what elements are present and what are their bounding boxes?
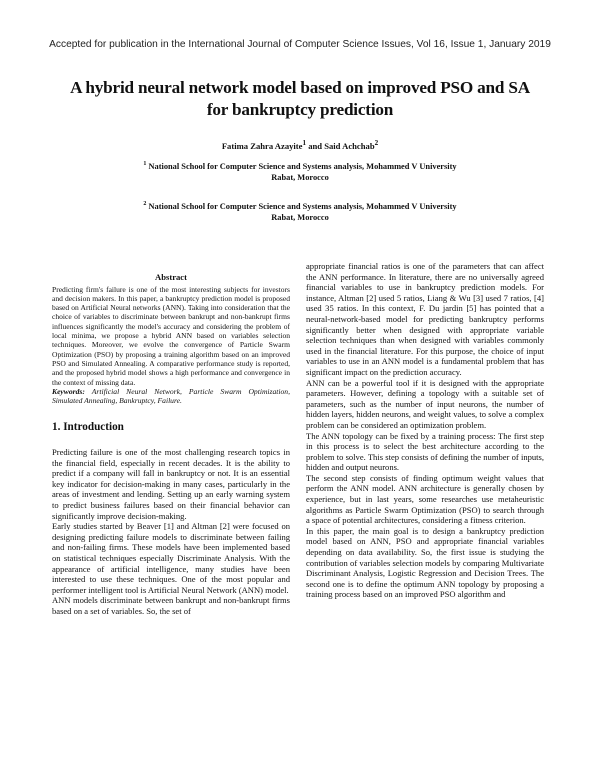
- left-column: [52, 272, 290, 617]
- affiliation-1-line-1: National School for Computer Science and Systems analysis, Mohammed V University: [146, 161, 457, 171]
- journal-header: Accepted for publication in the International Journal of Computer Science Issues, Vol 16, Issue 1, January 2019: [49, 39, 551, 50]
- author-list: [0, 139, 600, 151]
- abstract-heading: Abstract: [155, 272, 187, 282]
- intro-paragraph-1: Predicting failure is one of the most challenging research topics in the financial field, especially in recent decades. It is the ability to predict if a company will fall in bankruptcy or not. It is an essential key indicator for decision-making in many cases, particularly in the areas of investment and lending. Setting up an early warning system to predict business failures based on their financial behavior can significantly improve decision-making.: [52, 447, 290, 521]
- affiliation-2-line-1: National School for Computer Science and Systems analysis, Mohammed V University: [146, 201, 457, 211]
- right-paragraph-4: The second step consists of finding optimum weight values that perform the ANN model. ANN architecture is generally chosen by experience, but in last years, some researches use metaheuristic algorithms as Particle Swarm Optimization (PSO) to search through a space of potential architectures, considering a fitness criterion.: [306, 472, 544, 526]
- intro-paragraph-2: Early studies started by Beaver [1] and Altman [2] were focused on designing predicting failure models to discriminate between failing and non-failing firms. These models have been implemented based on statistical techniques especially Discriminate Analysis. With the appearance of artificial intelligence, many studies have been interested to use these techniques. One of the most popular and performer intelligent tool is Artificial Neural Network (ANN) model.: [52, 521, 290, 595]
- author-sup-1: 1: [302, 139, 307, 147]
- right-paragraph-1: appropriate financial ratios is one of the parameters that can affect the ANN performance. In literature, there are no universally agreed financial variables to use in bankruptcy prediction models. For instance, Altman [2] used 5 ratios, Liang & Wu [3] used 7 ratios, [4] used 35 ratios. In this context, F. Du jardin [5] has pointed that a neural-network-based model for predicting bankruptcy performs significantly better when designed with appropriate variable selection techniques than when designed with variables commonly used in the financial literature. For this purpose, the choice of input variables to use in an ANN model is a fundamental problem that has significant impact on the prediction accuracy.: [306, 261, 544, 377]
- keywords-text: Artificial Neural Network, Particle Swarm Optimization, Simulated Annealing, Bankruptcy, Failure.: [52, 386, 290, 406]
- affiliation-1: [80, 159, 520, 183]
- author-connector: and Said Achchab: [306, 140, 375, 151]
- intro-paragraph-3: ANN models discriminate between bankrupt and non-bankrupt firms based on a set of variables. So, the set of: [52, 595, 290, 616]
- author-names: Fatima Zahra Azayite: [221, 140, 303, 151]
- affiliation-2-line-2: Rabat, Morocco: [271, 212, 329, 222]
- affiliation-1-sup: 1: [143, 161, 147, 167]
- author-sup-2: 2: [374, 139, 379, 147]
- section-heading-introduction: 1. Introduction: [52, 421, 124, 434]
- title-line-2: for bankruptcy prediction: [206, 100, 394, 119]
- right-paragraph-3: The ANN topology can be fixed by a training process: The first step in this process is to select the best architecture according to the problem to solve. This step consists of defining the number of inputs, hidden and output neurons.: [306, 430, 544, 473]
- title-line-1: A hybrid neural network model based on improved PSO and SA: [70, 78, 530, 97]
- keywords: [52, 387, 290, 406]
- abstract-text: Predicting firm's failure is one of the most interesting subjects for investors and decision makers. In this paper, a bankruptcy prediction model is proposed based on Artificial Neural networks (ANN). Taking into consideration that the choice of variables to discriminate between bankrupt and non-bankrupt firms influences significantly the model's accuracy and considering the problem of local minima, we propose a hybrid ANN based on variables selection techniques. Moreover, we evolve the convergence of Particle Swarm Optimization (PSO) by proposing a training algorithm based on an improved PSO and Simulated Annealing. A comparative performance study is reported, and the proposed hybrid model shows a high performance and convergence in the context of missing data.: [52, 284, 290, 387]
- affiliation-2: [80, 199, 520, 223]
- right-column: [306, 261, 544, 600]
- affiliation-2-sup: 2: [143, 201, 147, 207]
- right-paragraph-2: ANN can be a powerful tool if it is designed with the appropriate parameters. However, defining a topology with a suitable set of parameters, such as the number of input neurons, the number of hidden layers, hidden neurons, and weight values, to solve a complex problem can be considered an optimization problem.: [306, 377, 544, 430]
- right-paragraph-5: In this paper, the main goal is to design a bankruptcy prediction model based on ANN, PSO and appropriate financial variables depending on data availability. So, the first issue is studying the contribution of variables selection models by comparing Multivariate Discriminant Analysis, Logistic Regression and Decision Trees. The second one is to define the optimum ANN topology by proposing a training process based on an improved PSO algorithm and: [306, 525, 544, 600]
- keywords-label: Keywords:: [52, 386, 85, 396]
- paper-title: [40, 77, 560, 121]
- affiliation-1-line-2: Rabat, Morocco: [271, 172, 329, 182]
